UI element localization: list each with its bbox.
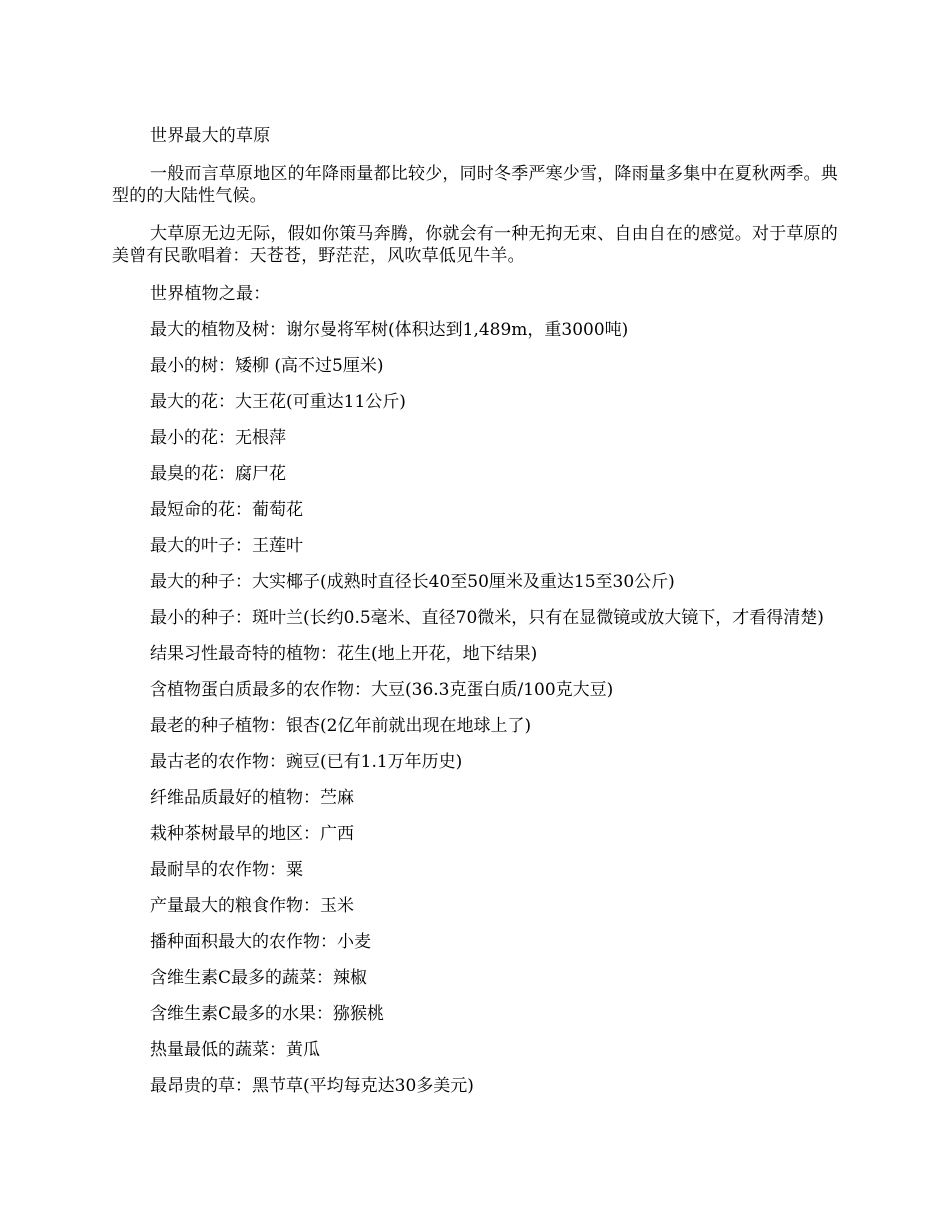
paragraph-climate: 一般而言草原地区的年降雨量都比较少，同时冬季严寒少雪，降雨量多集中在夏秋两季。典型的的大陆性气候。	[112, 164, 838, 206]
list-item: 栽种茶树最早的地区：广西	[150, 824, 354, 844]
list-item: 最大的种子：大实椰子(成熟时直径长40至50厘米及重达15至30公斤)	[150, 572, 675, 592]
list-item: 最小的花：无根萍	[150, 428, 286, 448]
list-item: 产量最大的粮食作物：玉米	[150, 896, 354, 916]
list-item: 最古老的农作物：豌豆(已有1.1万年历史)	[150, 752, 463, 772]
list-item: 最大的植物及树：谢尔曼将军树(体积达到1,489m，重3000吨)	[150, 320, 629, 340]
list-item: 播种面积最大的农作物：小麦	[150, 932, 371, 952]
list-item: 含维生素C最多的蔬菜：辣椒	[150, 968, 368, 988]
section-heading: 世界植物之最：	[150, 284, 271, 304]
list-item: 最耐旱的农作物：粟	[150, 860, 303, 880]
document-body	[112, 125, 844, 1111]
list-item: 最大的叶子：王莲叶	[150, 536, 303, 556]
list-item: 含维生素C最多的水果：猕猴桃	[150, 1004, 385, 1024]
list-item: 纤维品质最好的植物：苎麻	[150, 788, 354, 808]
list-item: 最小的种子：斑叶兰(长约0.5毫米、直径70微米，只有在显微镜或放大镜下，才看得清楚)	[150, 608, 824, 628]
list-item: 热量最低的蔬菜：黄瓜	[150, 1040, 320, 1060]
list-item: 最短命的花：葡萄花	[150, 500, 303, 520]
document-title: 世界最大的草原	[150, 126, 271, 146]
list-item: 最小的树：矮柳 (高不过5厘米)	[150, 356, 384, 376]
list-item: 结果习性最奇特的植物：花生(地上开花，地下结果)	[150, 644, 538, 664]
list-item: 最大的花：大王花(可重达11公斤)	[150, 392, 406, 412]
list-item: 最老的种子植物：银杏(2亿年前就出现在地球上了)	[150, 716, 532, 736]
list-item: 含植物蛋白质最多的农作物：大豆(36.3克蛋白质/100克大豆)	[150, 680, 614, 700]
paragraph-grassland-beauty: 大草原无边无际，假如你策马奔腾，你就会有一种无拘无束、自由自在的感觉。对于草原的美曾有民歌唱着：天苍苍，野茫茫，风吹草低见牛羊。	[112, 224, 838, 266]
list-item: 最臭的花：腐尸花	[150, 464, 286, 484]
list-item: 最昂贵的草：黑节草(平均每克达30多美元)	[150, 1076, 474, 1096]
